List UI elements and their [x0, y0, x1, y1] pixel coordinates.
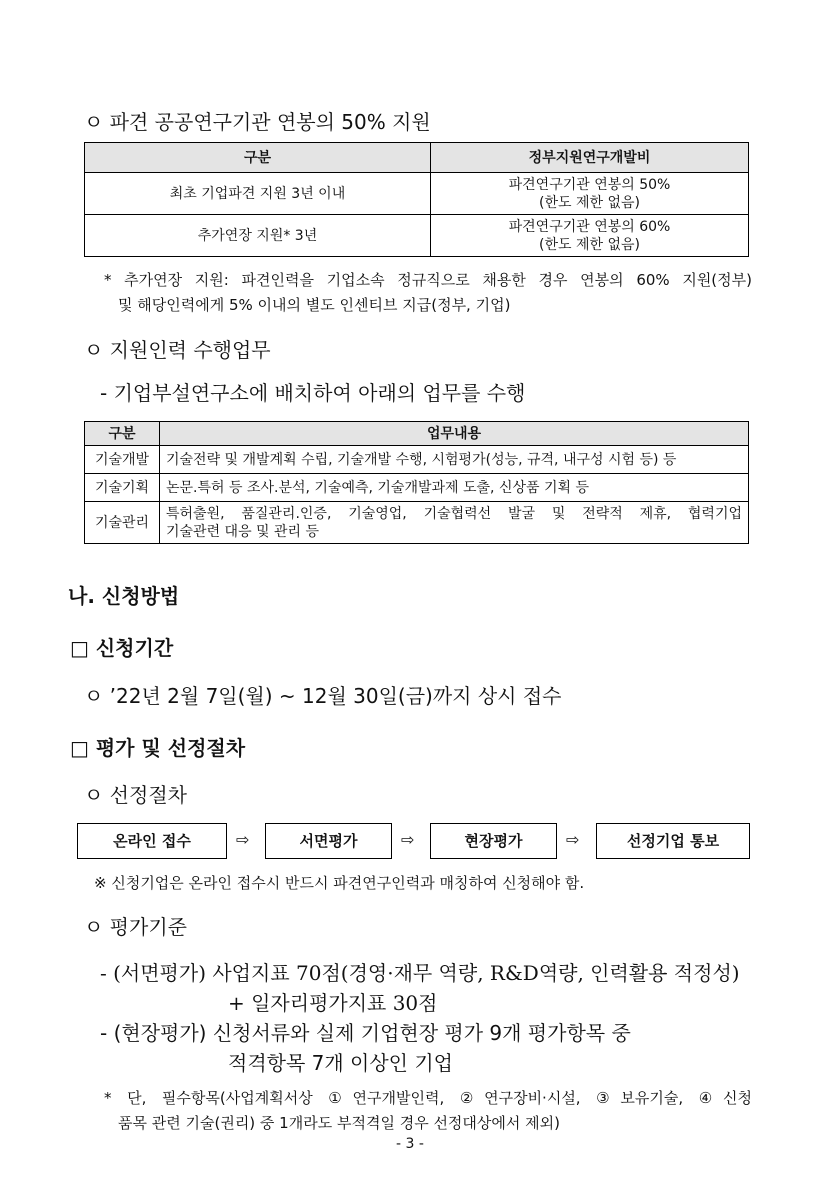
- section2-heading: ㅇ 지원인력 수행업무: [84, 338, 271, 362]
- arrow-right-icon: ⇨: [566, 830, 580, 849]
- table-row: [85, 446, 749, 474]
- table-cell: 추가연장 지원* 3년: [85, 215, 431, 257]
- period-text: ㅇ ’22년 2월 7일(월) ~ 12월 30일(금)까지 상시 접수: [84, 684, 562, 708]
- footnote-line: * 단, 필수항목(사업계획서상 ①연구개발인력, ②연구장비·시설, ③보유기술, ④신청: [104, 1089, 752, 1107]
- flow-step-notify: 선정기업 통보: [596, 823, 750, 859]
- process-heading: ㅇ 선정절차: [84, 783, 187, 807]
- period-heading: □ 신청기간: [70, 636, 174, 660]
- criteria-line: + 일자리평가지표 30점: [228, 991, 438, 1015]
- flow-note: ※ 신청기업은 온라인 접수시 반드시 파견연구인력과 매칭하여 신청해야 함.: [94, 874, 585, 892]
- cell-line: 특허출원, 품질관리.인증, 기술영업, 기술협력선 발굴 및 전략적 제휴, 협력기업: [166, 505, 742, 522]
- table-cell: 논문.특허 등 조사.분석, 기술예측, 기술개발과제 도출, 신상품 기획 등: [160, 474, 749, 502]
- section2-subheading: - 기업부설연구소에 배치하여 아래의 업무를 수행: [100, 381, 526, 405]
- table-row: [85, 215, 749, 257]
- flow-step-document: 서면평가: [265, 823, 392, 859]
- table-cell: 기술개발: [85, 446, 160, 474]
- arrow-right-icon: ⇨: [401, 830, 415, 849]
- footnote-line: 및 해당인력에게 5% 이내의 별도 인센티브 지급(정부, 기업): [118, 296, 511, 314]
- section-b-title: 나. 신청방법: [68, 584, 180, 608]
- cell-line: 파견연구기관 연봉의 50%: [508, 176, 671, 193]
- table-header: 업무내용: [160, 422, 749, 446]
- table-header: 정부지원연구개발비: [431, 143, 749, 173]
- cell-line: 기술관련 대응 및 관리 등: [166, 523, 320, 540]
- support-table: [84, 142, 749, 257]
- table-row: [85, 173, 749, 215]
- footnote-line: * 추가연장 지원: 파견인력을 기업소속 정규직으로 채용한 경우 연봉의 60% 지원(정부): [104, 271, 752, 289]
- table-row: [85, 474, 749, 502]
- flow-step-onsite: 현장평가: [430, 823, 557, 859]
- section1-heading: ㅇ 파견 공공연구기관 연봉의 50% 지원: [84, 110, 431, 134]
- table-header: 구분: [85, 422, 160, 446]
- table-cell: 기술관리: [85, 502, 160, 544]
- table-cell: [160, 502, 749, 544]
- criteria-line: 적격항목 7개 이상인 기업: [228, 1051, 453, 1075]
- footnote-line: 품목 관련 기술(권리) 중 1개라도 부적격일 경우 선정대상에서 제외): [118, 1114, 560, 1132]
- duty-table: [84, 421, 749, 544]
- criteria-line: - (현장평가) 신청서류와 실제 기업현장 평가 9개 평가항목 중: [100, 1021, 631, 1045]
- criteria-line: - (서면평가) 사업지표 70점(경영·재무 역량, R&D역량, 인력활용 적정성): [100, 961, 740, 985]
- table-cell: [431, 173, 749, 215]
- table-cell: [431, 215, 749, 257]
- eval-heading: □ 평가 및 선정절차: [70, 736, 246, 760]
- table-row: [85, 502, 749, 544]
- cell-line: 파견연구기관 연봉의 60%: [508, 218, 671, 235]
- table-cell: 기술기획: [85, 474, 160, 502]
- cell-line: (한도 제한 없음): [539, 194, 640, 211]
- table-header: 구분: [85, 143, 431, 173]
- arrow-right-icon: ⇨: [236, 830, 250, 849]
- page-number: - 3 -: [396, 1136, 424, 1152]
- criteria-heading: ㅇ 평가기준: [84, 915, 187, 939]
- flow-step-online: 온라인 접수: [77, 823, 227, 859]
- table-cell: 기술전략 및 개발계획 수립, 기술개발 수행, 시험평가(성능, 규격, 내구성 시험 등) 등: [160, 446, 749, 474]
- table-cell: 최초 기업파견 지원 3년 이내: [85, 173, 431, 215]
- cell-line: (한도 제한 없음): [539, 236, 640, 253]
